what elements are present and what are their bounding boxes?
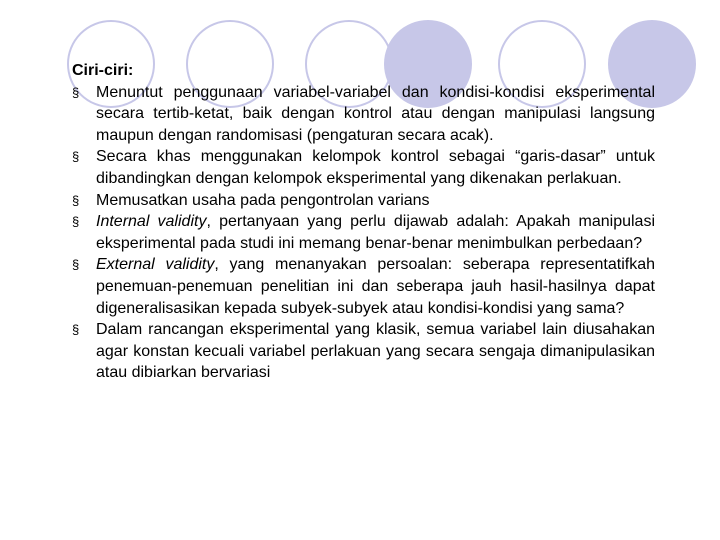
- bullet-item: [72, 82, 655, 147]
- bullet-text: Menuntut penggunaan variabel-variabel dan kondisi-kondisi eksperimental secara tertib-ketat, baik dengan kontrol atau dengan manipulasi langsung maupun dengan randomisasi (pengaturan secara acak).: [96, 83, 655, 144]
- bullet-item: [72, 146, 655, 189]
- slide-heading: Ciri-ciri:: [72, 62, 134, 79]
- bullet-text: Dalam rancangan eksperimental yang klasik, semua variabel lain diusahakan agar konstan kecuali variabel perlakuan yang secara sengaja dimanipulasikan atau dibiarkan bervariasi: [96, 321, 655, 382]
- bullet-item: [72, 211, 655, 254]
- bullet-text: , yang menanyakan persoalan: seberapa representatifkah penemuan-penemuan penelitian ini dan seberapa jauh hasil-hasilnya dapat digeneralisasikan kepada subyek-subyek atau kondisi-kondisi yang sama?: [96, 256, 656, 317]
- bullet-text: Secara khas menggunakan kelompok kontrol sebagai “garis-dasar” untuk dibandingkan dengan kelompok eksperimental yang dikenakan perlakuan.: [96, 148, 655, 187]
- bullet-term: Internal validity: [96, 213, 207, 231]
- slide-content: [72, 60, 655, 384]
- bullet-marker: §: [72, 84, 80, 100]
- bullet-item: [72, 254, 655, 319]
- bullet-marker: §: [72, 149, 80, 165]
- bullet-marker: §: [72, 322, 80, 338]
- bullet-item: [72, 190, 655, 212]
- bullet-text: , pertanyaan yang perlu dijawab adalah: Apakah manipulasi eksperimental pada studi ini memang benar-benar menimbulkan perbedaan?: [96, 213, 656, 252]
- bullet-item: [72, 319, 655, 384]
- bullet-marker: §: [72, 192, 80, 208]
- bullet-list: [72, 82, 655, 384]
- bullet-marker: §: [72, 257, 80, 273]
- bullet-term: External validity: [96, 256, 215, 274]
- bullet-marker: §: [72, 214, 80, 230]
- bullet-text: Memusatkan usaha pada pengontrolan varians: [96, 191, 430, 209]
